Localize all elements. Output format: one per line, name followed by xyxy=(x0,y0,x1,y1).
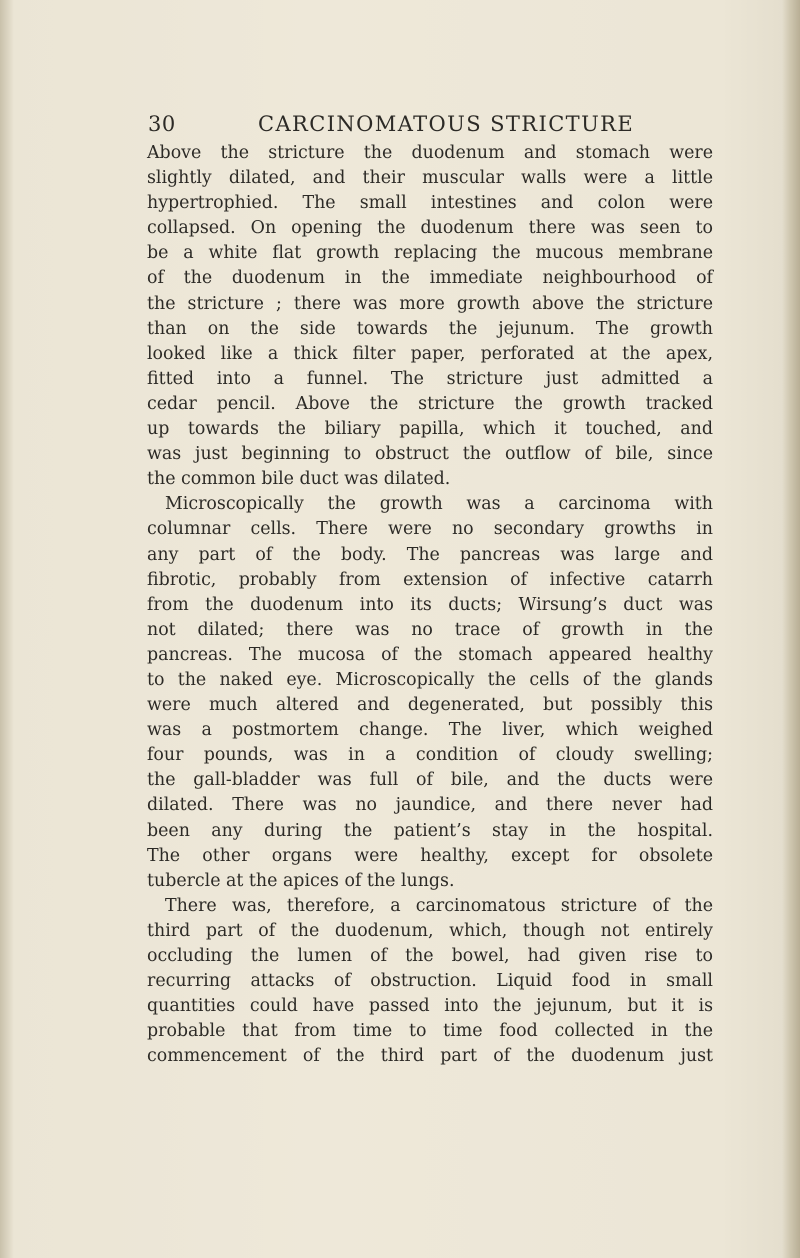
text-line: to the naked eye. Microscopically the cells of the glands xyxy=(147,669,713,690)
text-line: fibrotic, probably from extension of infective catarrh xyxy=(147,569,713,590)
text-line: Above the stricture the duodenum and stomach were xyxy=(147,143,713,163)
running-head: CARCINOMATOUS STRICTURE xyxy=(258,112,635,136)
text-line: dilated. There was no jaundice, and there never had xyxy=(147,795,713,816)
text-line: the common bile duct was dilated. xyxy=(147,469,451,490)
text-line: collapsed. On opening the duodenum there was seen to xyxy=(147,218,713,239)
text-line: The other organs were healthy, except for obsolete xyxy=(147,845,713,866)
text-line: third part of the duodenum, which, though not entirely xyxy=(147,920,713,941)
text-line: from the duodenum into its ducts; Wirsung’s duct was xyxy=(147,594,713,615)
text-line: was a postmortem change. The liver, which weighed xyxy=(147,720,713,741)
text-line: cedar pencil. Above the stricture the growth tracked xyxy=(147,393,713,414)
text-line: was just beginning to obstruct the outflow of bile, since xyxy=(147,444,713,465)
text-line: any part of the body. The pancreas was large and xyxy=(147,544,713,565)
page-edge-shadow xyxy=(782,0,800,1258)
page-number: 30 xyxy=(148,112,176,136)
text-line: pancreas. The mucosa of the stomach appeared healthy xyxy=(147,644,713,665)
text-line: not dilated; there was no trace of growth in the xyxy=(147,619,713,640)
text-line: probable that from time to time food collected in the xyxy=(147,1021,713,1042)
text-line: tubercle at the apices of the lungs. xyxy=(147,870,455,891)
text-line: looked like a thick filter paper, perforated at the apex, xyxy=(147,343,713,364)
text-line: up towards the biliary papilla, which it touched, and xyxy=(147,419,713,440)
text-line: the stricture ; there was more growth above the stricture xyxy=(147,293,713,314)
text-line: There was, therefore, a carcinomatous stricture of the xyxy=(165,895,713,916)
text-line: four pounds, was in a condition of cloudy swelling; xyxy=(147,745,713,766)
text-line: quantities could have passed into the jejunum, but it is xyxy=(147,996,713,1017)
text-line: fitted into a funnel. The stricture just admitted a xyxy=(147,368,713,389)
text-line: columnar cells. There were no secondary growths in xyxy=(147,519,713,540)
text-line: be a white flat growth replacing the mucous membrane xyxy=(147,243,713,264)
body-text xyxy=(147,141,713,1069)
text-line: Microscopically the growth was a carcinoma with xyxy=(165,494,713,515)
text-line: than on the side towards the jejunum. The growth xyxy=(147,318,713,339)
text-line: were much altered and degenerated, but possibly this xyxy=(147,695,713,716)
page-header xyxy=(148,112,708,142)
page-binding-shadow xyxy=(0,0,14,1258)
text-line: commencement of the third part of the duodenum just xyxy=(147,1046,713,1067)
text-line: occluding the lumen of the bowel, had given rise to xyxy=(147,946,713,966)
text-line: slightly dilated, and their muscular walls were a little xyxy=(147,168,713,189)
text-line: hypertrophied. The small intestines and colon were xyxy=(147,193,713,214)
text-line: of the duodenum in the immediate neighbourhood of xyxy=(147,268,713,289)
text-line: recurring attacks of obstruction. Liquid food in small xyxy=(147,971,713,992)
text-line: been any during the patient’s stay in the hospital. xyxy=(147,820,713,841)
text-line: the gall-bladder was full of bile, and the ducts were xyxy=(147,770,713,791)
